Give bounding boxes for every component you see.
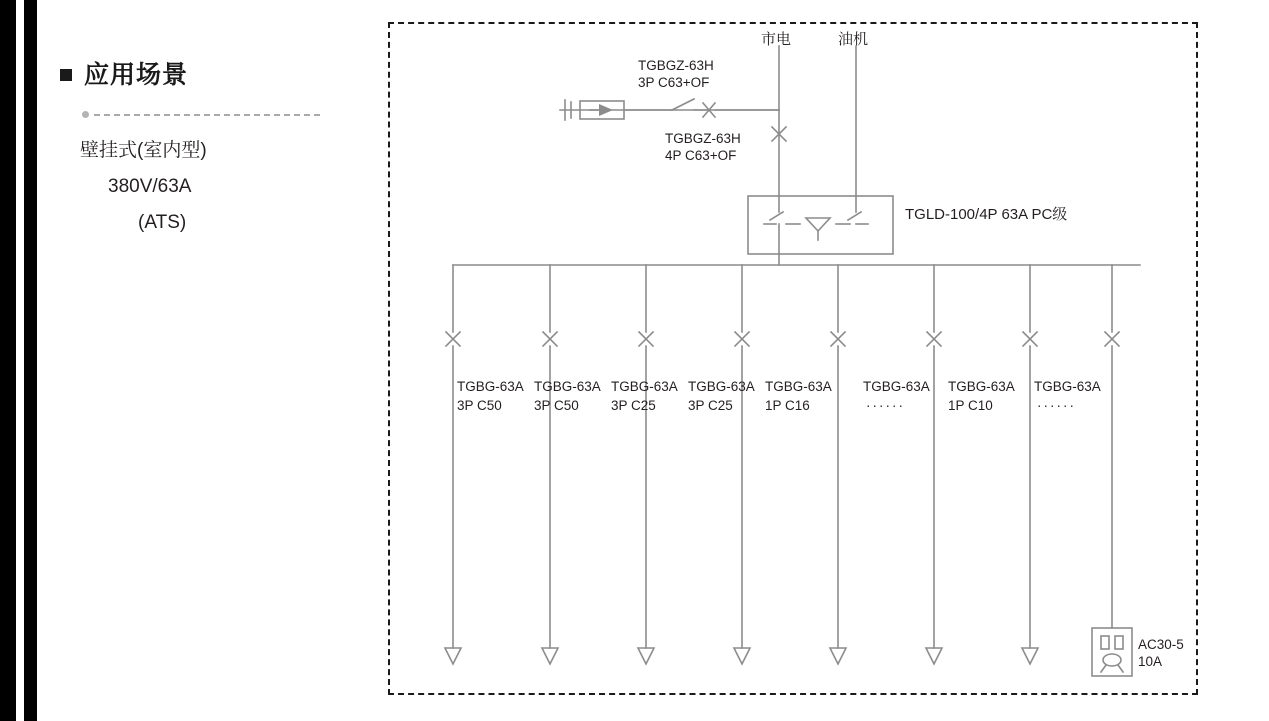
decor-bar-left-inner — [24, 0, 37, 721]
label-branch-6-spec: ······ — [866, 398, 905, 413]
label-socket-rating: 10A — [1138, 654, 1163, 669]
label-ats-device: TGLD-100/4P 63A PC级 — [905, 206, 1068, 223]
label-socket-model: AC30-5 — [1138, 637, 1184, 652]
label-branch-5-model: TGBG-63A — [765, 379, 832, 394]
label-breaker-second-model: TGBGZ-63H — [665, 131, 741, 146]
label-branch-2-model: TGBG-63A — [534, 379, 601, 394]
diagram-dashed-border — [388, 22, 1198, 695]
caption-line-1: 壁挂式(室内型) — [80, 140, 207, 161]
label-branch-8-spec: ······ — [1037, 398, 1076, 413]
label-branch-6-model: TGBG-63A — [863, 379, 930, 394]
caption-line-3: (ATS) — [138, 212, 187, 233]
label-branch-3-spec: 3P C25 — [611, 398, 656, 413]
square-bullet-icon — [60, 69, 72, 81]
label-branch-7-model: TGBG-63A — [948, 379, 1015, 394]
decor-bar-left-outer — [0, 0, 16, 721]
divider — [82, 109, 322, 119]
label-breaker-top-model: TGBGZ-63H — [638, 58, 714, 73]
label-branch-3-model: TGBG-63A — [611, 379, 678, 394]
label-branch-2-spec: 3P C50 — [534, 398, 579, 413]
label-branch-4-model: TGBG-63A — [688, 379, 755, 394]
divider-dot-icon — [82, 111, 89, 118]
label-source-mains: 市电 — [761, 31, 792, 48]
label-branch-5-spec: 1P C16 — [765, 398, 810, 413]
divider-dashed-line — [94, 114, 320, 116]
label-breaker-second-spec: 4P C63+OF — [665, 148, 737, 163]
label-branch-4-spec: 3P C25 — [688, 398, 733, 413]
caption-line-2: 380V/63A — [108, 176, 192, 197]
section-title-text: 应用场景 — [84, 61, 189, 89]
left-panel — [60, 55, 350, 234]
label-branch-7-spec: 1P C10 — [948, 398, 993, 413]
label-source-generator: 油机 — [838, 31, 869, 48]
section-title — [60, 55, 350, 91]
label-branch-8-model: TGBG-63A — [1034, 379, 1101, 394]
label-breaker-top-spec: 3P C63+OF — [638, 75, 710, 90]
label-branch-1-model: TGBG-63A — [457, 379, 524, 394]
label-branch-1-spec: 3P C50 — [457, 398, 502, 413]
